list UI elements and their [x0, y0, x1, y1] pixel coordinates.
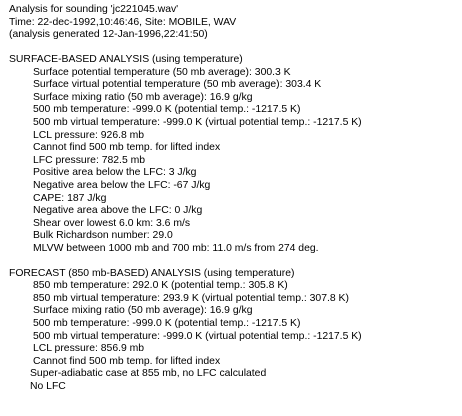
report-title: Analysis for sounding 'jc221045.wav' [9, 4, 179, 15]
report-generated-date: (analysis generated 12-Jan-1996,22:41:50) [9, 29, 208, 41]
surface-virtual-potential-temperature: Surface virtual potential temperature (50 mb average): 303.4 K [33, 79, 322, 91]
forecast-lifted-index-note: Cannot find 500 mb temp. for lifted index [33, 355, 221, 367]
report-time-site: Time: 22-dec-1992,10:46:46, Site: MOBILE, WAV [9, 16, 237, 28]
forecast-super-adiabatic-note: Super-adiabatic case at 855 mb, no LFC calculated [30, 368, 267, 380]
surface-lfc-pressure: LFC pressure: 782.5 mb [33, 154, 146, 166]
surface-mlvw: MLVW between 1000 mb and 700 mb: 11.0 m/s from 274 deg. [33, 242, 319, 254]
surface-cape: CAPE: 187 J/kg [33, 192, 107, 204]
forecast-850mb-temperature: 850 mb temperature: 292.0 K (potential temp.: 305.8 K) [33, 280, 288, 292]
surface-bulk-richardson-number: Bulk Richardson number: 29.0 [33, 230, 173, 242]
forecast-500mb-virtual-temperature: 500 mb virtual temperature: -999.0 K (virtual potential temp.: -1217.5 K) [33, 330, 362, 342]
forecast-no-lfc: No LFC [30, 381, 66, 392]
forecast-lcl-pressure: LCL pressure: 856.9 mb [33, 343, 145, 355]
surface-mixing-ratio: Surface mixing ratio (50 mb average): 16.9 g/kg [33, 91, 253, 103]
surface-analysis-heading: SURFACE-BASED ANALYSIS (using temperature) [9, 53, 243, 65]
surface-shear: Shear over lowest 6.0 km: 3.6 m/s [33, 217, 191, 229]
surface-500mb-virtual-temperature: 500 mb virtual temperature: -999.0 K (virtual potential temp.: -1217.5 K) [33, 116, 362, 128]
section-spacer [0, 255, 462, 267]
forecast-surface-mixing-ratio: Surface mixing ratio (50 mb average): 16.9 g/kg [33, 305, 253, 317]
surface-potential-temperature: Surface potential temperature (50 mb average): 300.3 K [33, 66, 291, 78]
surface-negative-area-below-lfc: Negative area below the LFC: -67 J/kg [33, 179, 211, 191]
surface-lifted-index-note: Cannot find 500 mb temp. for lifted index [33, 142, 221, 154]
forecast-500mb-temperature: 500 mb temperature: -999.0 K (potential temp.: -1217.5 K) [33, 318, 301, 330]
surface-500mb-temperature: 500 mb temperature: -999.0 K (potential temp.: -1217.5 K) [33, 104, 301, 116]
forecast-analysis-heading: FORECAST (850 mb-BASED) ANALYSIS (using temperature) [9, 267, 295, 279]
forecast-850mb-virtual-temperature: 850 mb virtual temperature: 293.9 K (virtual potential temp.: 307.8 K) [33, 292, 349, 304]
surface-lcl-pressure: LCL pressure: 926.8 mb [33, 129, 145, 141]
section-spacer [0, 42, 462, 54]
surface-positive-area-below-lfc: Positive area below the LFC: 3 J/kg [33, 167, 197, 179]
surface-negative-area-above-lfc: Negative area above the LFC: 0 J/kg [33, 205, 203, 217]
